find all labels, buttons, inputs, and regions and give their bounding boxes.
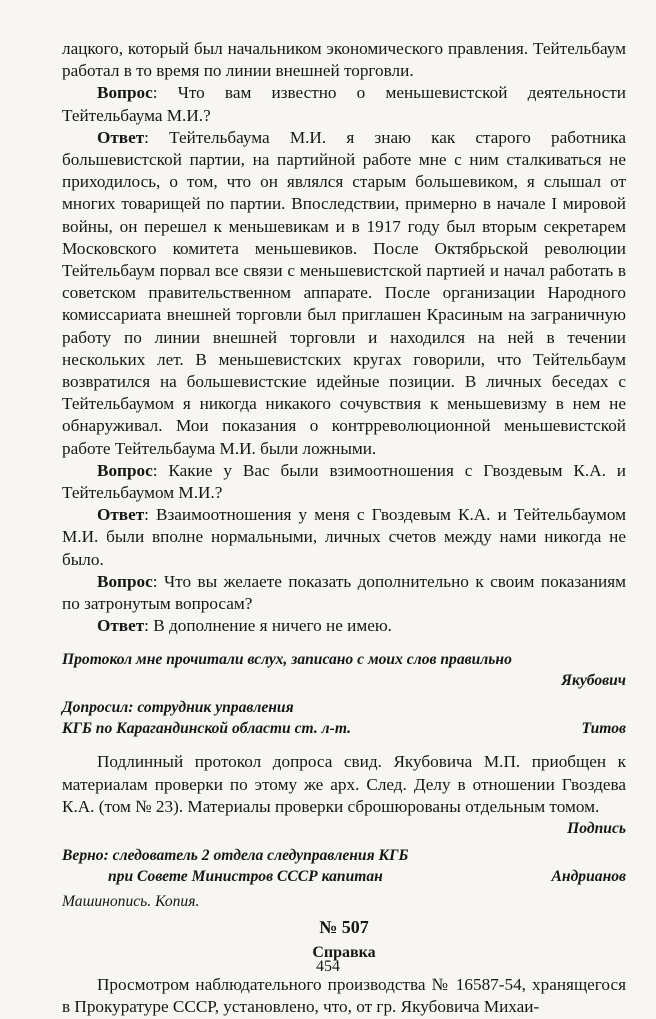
- question-2: [62, 460, 626, 504]
- question-1: [62, 82, 626, 126]
- question-label: Вопрос: [97, 460, 153, 480]
- paragraph-last: Просмотром наблюдательного производства № 16587-54, хранящегося в Прокуратуре СССР, установлено, что, от гр. Якубовича Михаи-: [62, 975, 626, 1017]
- answer-3: [62, 615, 626, 637]
- question-text: : Что вы желаете показать дополнительно к своим показаниям по затронутым вопросам?: [62, 571, 626, 614]
- verifier-title-row: [62, 866, 626, 887]
- protocol-confirmation: Протокол мне прочитали вслух, записано с моих слов правильно: [62, 651, 512, 669]
- verifier-title-line2: при Совете Министров СССР капитан: [108, 868, 383, 886]
- question-label: Вопрос: [97, 571, 153, 591]
- answer-text: : Взаимоотношения у меня с Гвоздевым К.А. и Тейтельбаумом М.И. были вполне нормальными, личных счетов между нами никогда не было.: [62, 505, 626, 569]
- typewritten-copy-note: Машинопись. Копия.: [62, 893, 200, 911]
- verifier-name: Андрианов: [551, 868, 626, 886]
- question-text: : Что вам известно о меньшевистской деятельности Тейтельбаума М.И.?: [62, 83, 626, 125]
- interrogator-name: Титов: [581, 720, 626, 738]
- document-number: № 507: [319, 917, 369, 938]
- witness-signature-block: [62, 649, 626, 691]
- interrogator-title-row: [62, 718, 626, 739]
- answer-1: [62, 127, 626, 460]
- answer-label: Ответ: [97, 616, 145, 636]
- verification-signature-block: [62, 845, 626, 887]
- archive-note: Подлинный протокол допроса свид. Якубовича М.П. приобщен к материалам проверки по этому же арх. След. Делу в отношении Гвоздева К.А. (том № 23). Материалы проверки сброшюрованы отдельным томом.: [62, 752, 626, 816]
- question-3: [62, 571, 626, 615]
- question-label: Вопрос: [97, 83, 153, 103]
- verifier-title-line1: Верно: следователь 2 отдела следуправления КГБ: [62, 847, 409, 865]
- answer-label: Ответ: [97, 127, 145, 147]
- witness-name: Якубович: [561, 672, 626, 690]
- answer-label: Ответ: [97, 505, 145, 525]
- interrogator-signature-block: [62, 697, 626, 739]
- answer-text: : В дополнение я ничего не имею.: [144, 616, 392, 636]
- question-text: : Какие у Вас были взимоотношения с Гвоздевым К.А. и Тейтельбаумом М.И.?: [62, 460, 626, 503]
- note-signature: Подпись: [567, 820, 626, 838]
- page-number: 454: [316, 958, 340, 975]
- answer-2: [62, 504, 626, 571]
- paragraph-intro: лацкого, который был начальником экономического правления. Тейтельбаум работал в то время по линии внешней торговли.: [62, 39, 626, 81]
- interrogator-title-line1: Допросил: сотрудник управления: [62, 699, 294, 717]
- document-title: Справка: [312, 944, 376, 962]
- answer-text: : Тейтельбаума М.И. я знаю как старого работника большевистской партии, на партийной работе мне с ним сталкиваться не приходилось, о том, что он являлся старым большевиком, я слышал от многих товарищей по партии. Впоследствии, примерно в начале I мировой войны, он перешел к меньшевикам и в 1917 году был вторым секретарем Московского комитета меньшевиков. После Октябрьской революции Тейтельбаум порвал все связи с меньшевистской партией и начал работать в советском правительственном аппарате. После организации Народного комиссариата внешней торговли был приглашен Красиным на заграничную работу по линии внешней торговли и находился на ней в течении нескольких лет. В меньшевистских кругах говорили, что Тейтельбаум возвратился на большевистские идейные позиции. В личных беседах с Тейтельбаумом я никогда никакого сочувствия к меньшевизму в нем не обнаруживал. Мои показания о контрреволюционной меньшевистской работе Тейтельбаума М.И. были ложными.: [62, 127, 626, 458]
- interrogator-title-line2: КГБ по Карагандинской области ст. л-т.: [62, 720, 352, 738]
